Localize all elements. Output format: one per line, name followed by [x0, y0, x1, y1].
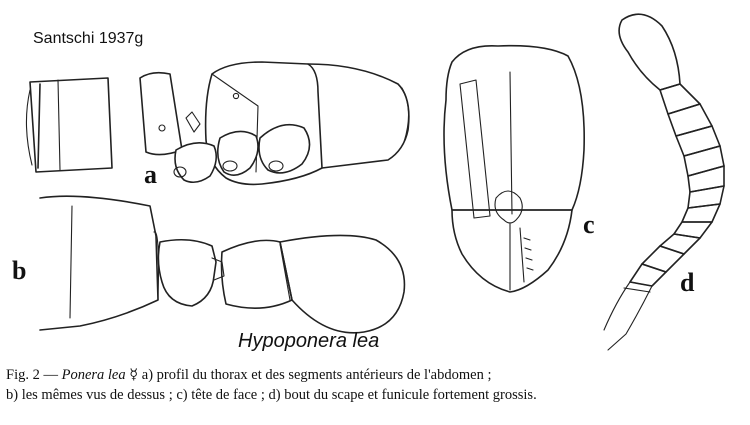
caption-dash: — [43, 367, 58, 383]
caption-line-1-text: a) profil du thorax et des segments antérieurs de l'abdomen ; [141, 367, 492, 383]
caption-sex-symbol: ☿ [129, 367, 139, 383]
dorsal-drawing-b [40, 196, 404, 333]
caption-line-1 [6, 365, 746, 385]
profile-drawing-a [26, 62, 408, 184]
figure-credit: Santschi 1937g [33, 30, 144, 47]
antenna-drawing-d [604, 14, 724, 350]
panel-label-b: b [12, 256, 27, 285]
caption-fig-label: Fig. 2 [6, 367, 40, 383]
head-drawing-c [444, 46, 584, 292]
panel-label-a: a [144, 160, 157, 189]
caption-line-2: b) les mêmes vus de dessus ; c) tête de face ; d) bout du scape et funicule fortement grossis. [6, 387, 537, 403]
panel-label-d: d [680, 268, 695, 297]
caption-taxon: Ponera lea [61, 367, 126, 383]
panel-label-c: c [583, 210, 595, 239]
species-name: Hypoponera lea [238, 330, 380, 352]
figure-caption [6, 365, 746, 405]
